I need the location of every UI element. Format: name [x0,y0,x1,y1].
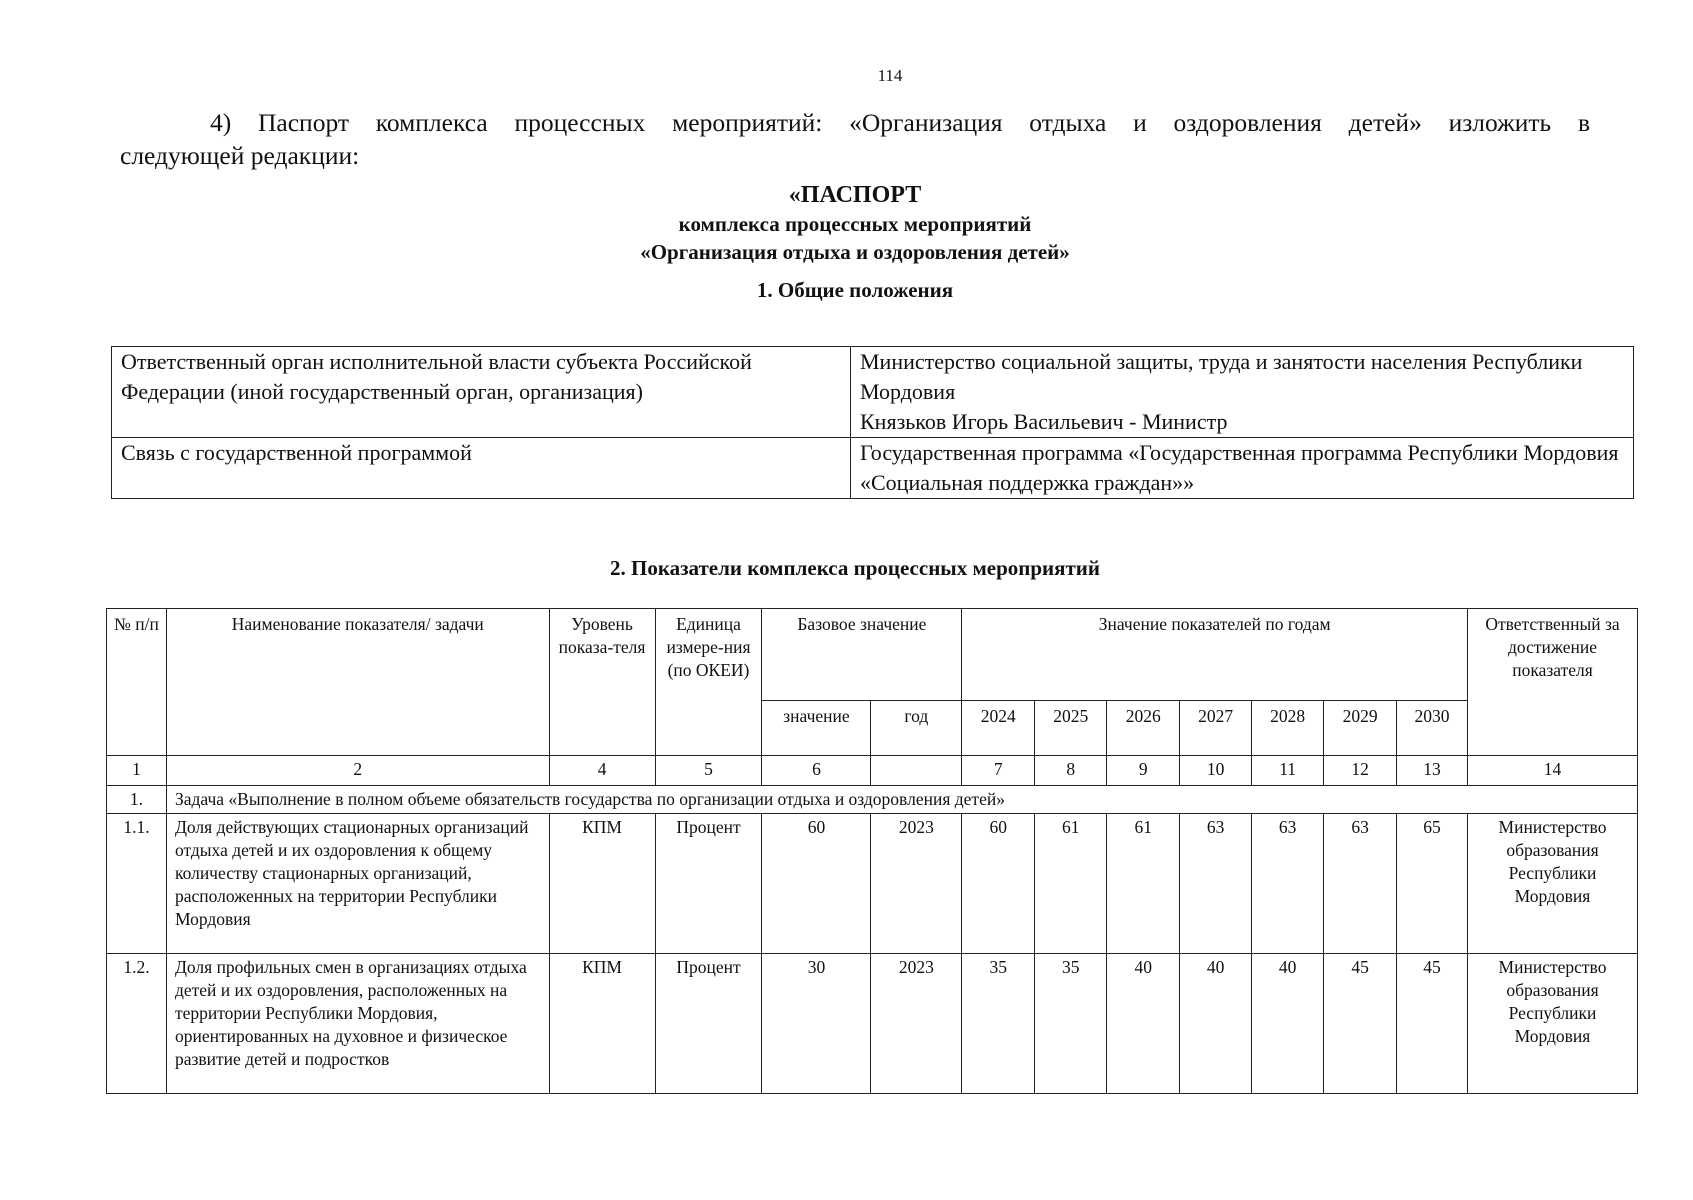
indicator-value: 35 [1035,954,1107,1094]
column-number: 6 [762,756,871,786]
task-num: 1. [107,786,167,814]
general-value-line: Государственная программа «Государственная программа Республики Мордовия «Социальная поддержка граждан»» [860,440,1619,495]
indicator-base-value: 60 [762,814,871,954]
column-number: 7 [962,756,1035,786]
intro-line-1: 4) Паспорт комплекса процессных мероприятий: «Организация отдыха и оздоровления детей» изложить в [210,108,1590,137]
table-row [107,954,1638,1094]
indicator-base-year: 2023 [871,954,962,1094]
column-number-row [107,756,1638,786]
table-row [107,814,1638,954]
indicator-value: 60 [962,814,1035,954]
indicator-value: 63 [1180,814,1252,954]
indicator-value: 35 [962,954,1035,1094]
indicators-table [106,608,1638,1094]
general-label-cell: Связь с государственной программой [112,438,851,499]
header-name: Наименование показателя/ задачи [166,609,549,756]
header-base: Базовое значение [762,609,962,701]
column-number: 5 [655,756,762,786]
indicator-name: Доля действующих стационарных организаций отдыха детей и их оздоровления к общему количеству стационарных организаций, расположенных на территории Республики Мордовия [166,814,549,954]
section-1-heading: 1. Общие положения [756,278,954,302]
column-number: 10 [1180,756,1252,786]
table-header-row [107,609,1638,701]
column-number: 8 [1035,756,1107,786]
passport-title: «ПАСПОРТ [788,182,922,208]
indicator-base-year: 2023 [871,814,962,954]
general-label-cell: Ответственный орган исполнительной власти субъекта Российской Федерации (иной государственный орган, организация) [112,347,851,438]
general-value-cell [851,347,1634,438]
passport-subtitle: комплекса процессных мероприятий [678,212,1032,236]
task-text: Задача «Выполнение в полном объеме обязательств государства по организации отдыха и оздоровления детей» [166,786,1637,814]
column-number: 14 [1468,756,1638,786]
column-number: 9 [1107,756,1180,786]
indicator-value: 61 [1107,814,1180,954]
page-number: 114 [877,66,903,85]
section-2-heading: 2. Показатели комплекса процессных мероприятий [609,556,1100,580]
indicator-value: 45 [1324,954,1397,1094]
indicator-value: 40 [1107,954,1180,1094]
indicator-value: 65 [1397,814,1468,954]
header-num: № п/п [107,609,167,756]
column-number: 11 [1252,756,1324,786]
column-number: 12 [1324,756,1397,786]
task-row [107,786,1638,814]
column-number: 13 [1397,756,1468,786]
header-base-value: значение [762,701,871,756]
header-responsible: Ответственный за достижение показателя [1468,609,1638,756]
header-unit: Единица измере-ния (по ОКЕИ) [655,609,762,756]
column-number [871,756,962,786]
general-value-line: Князьков Игорь Васильевич - Министр [860,409,1228,434]
table-row [112,438,1634,499]
indicator-responsible: Министерство образования Республики Мордовия [1468,814,1638,954]
header-level: Уровень показа-теля [549,609,655,756]
column-number: 4 [549,756,655,786]
indicator-responsible: Министерство образования Республики Мордовия [1468,954,1638,1094]
column-number: 1 [107,756,167,786]
header-year: 2027 [1180,701,1252,756]
header-base-year: год [871,701,962,756]
indicator-unit: Процент [655,814,762,954]
general-value-line: Министерство социальной защиты, труда и занятости населения Республики Мордовия [860,349,1583,404]
indicator-name: Доля профильных смен в организациях отдыха детей и их оздоровления, расположенных на территории Республики Мордовия, ориентированных на духовное и физическое развитие детей и подростков [166,954,549,1094]
general-provisions-table [111,346,1634,499]
header-year: 2030 [1397,701,1468,756]
indicator-num: 1.1. [107,814,167,954]
indicator-level: КПМ [549,954,655,1094]
header-year: 2026 [1107,701,1180,756]
indicator-value: 40 [1180,954,1252,1094]
general-value-cell [851,438,1634,499]
indicator-unit: Процент [655,954,762,1094]
indicator-num: 1.2. [107,954,167,1094]
header-by-years: Значение показателей по годам [962,609,1468,701]
indicator-value: 45 [1397,954,1468,1094]
header-year: 2024 [962,701,1035,756]
indicator-level: КПМ [549,814,655,954]
passport-name: «Организация отдыха и оздоровления детей» [640,240,1070,264]
indicator-value: 61 [1035,814,1107,954]
indicator-value: 63 [1324,814,1397,954]
header-year: 2029 [1324,701,1397,756]
column-number: 2 [166,756,549,786]
header-year: 2025 [1035,701,1107,756]
indicator-value: 63 [1252,814,1324,954]
table-row [112,347,1634,438]
intro-line-2: следующей редакции: [120,141,360,170]
intro-paragraph [120,106,1590,172]
header-year: 2028 [1252,701,1324,756]
indicator-base-value: 30 [762,954,871,1094]
indicator-value: 40 [1252,954,1324,1094]
